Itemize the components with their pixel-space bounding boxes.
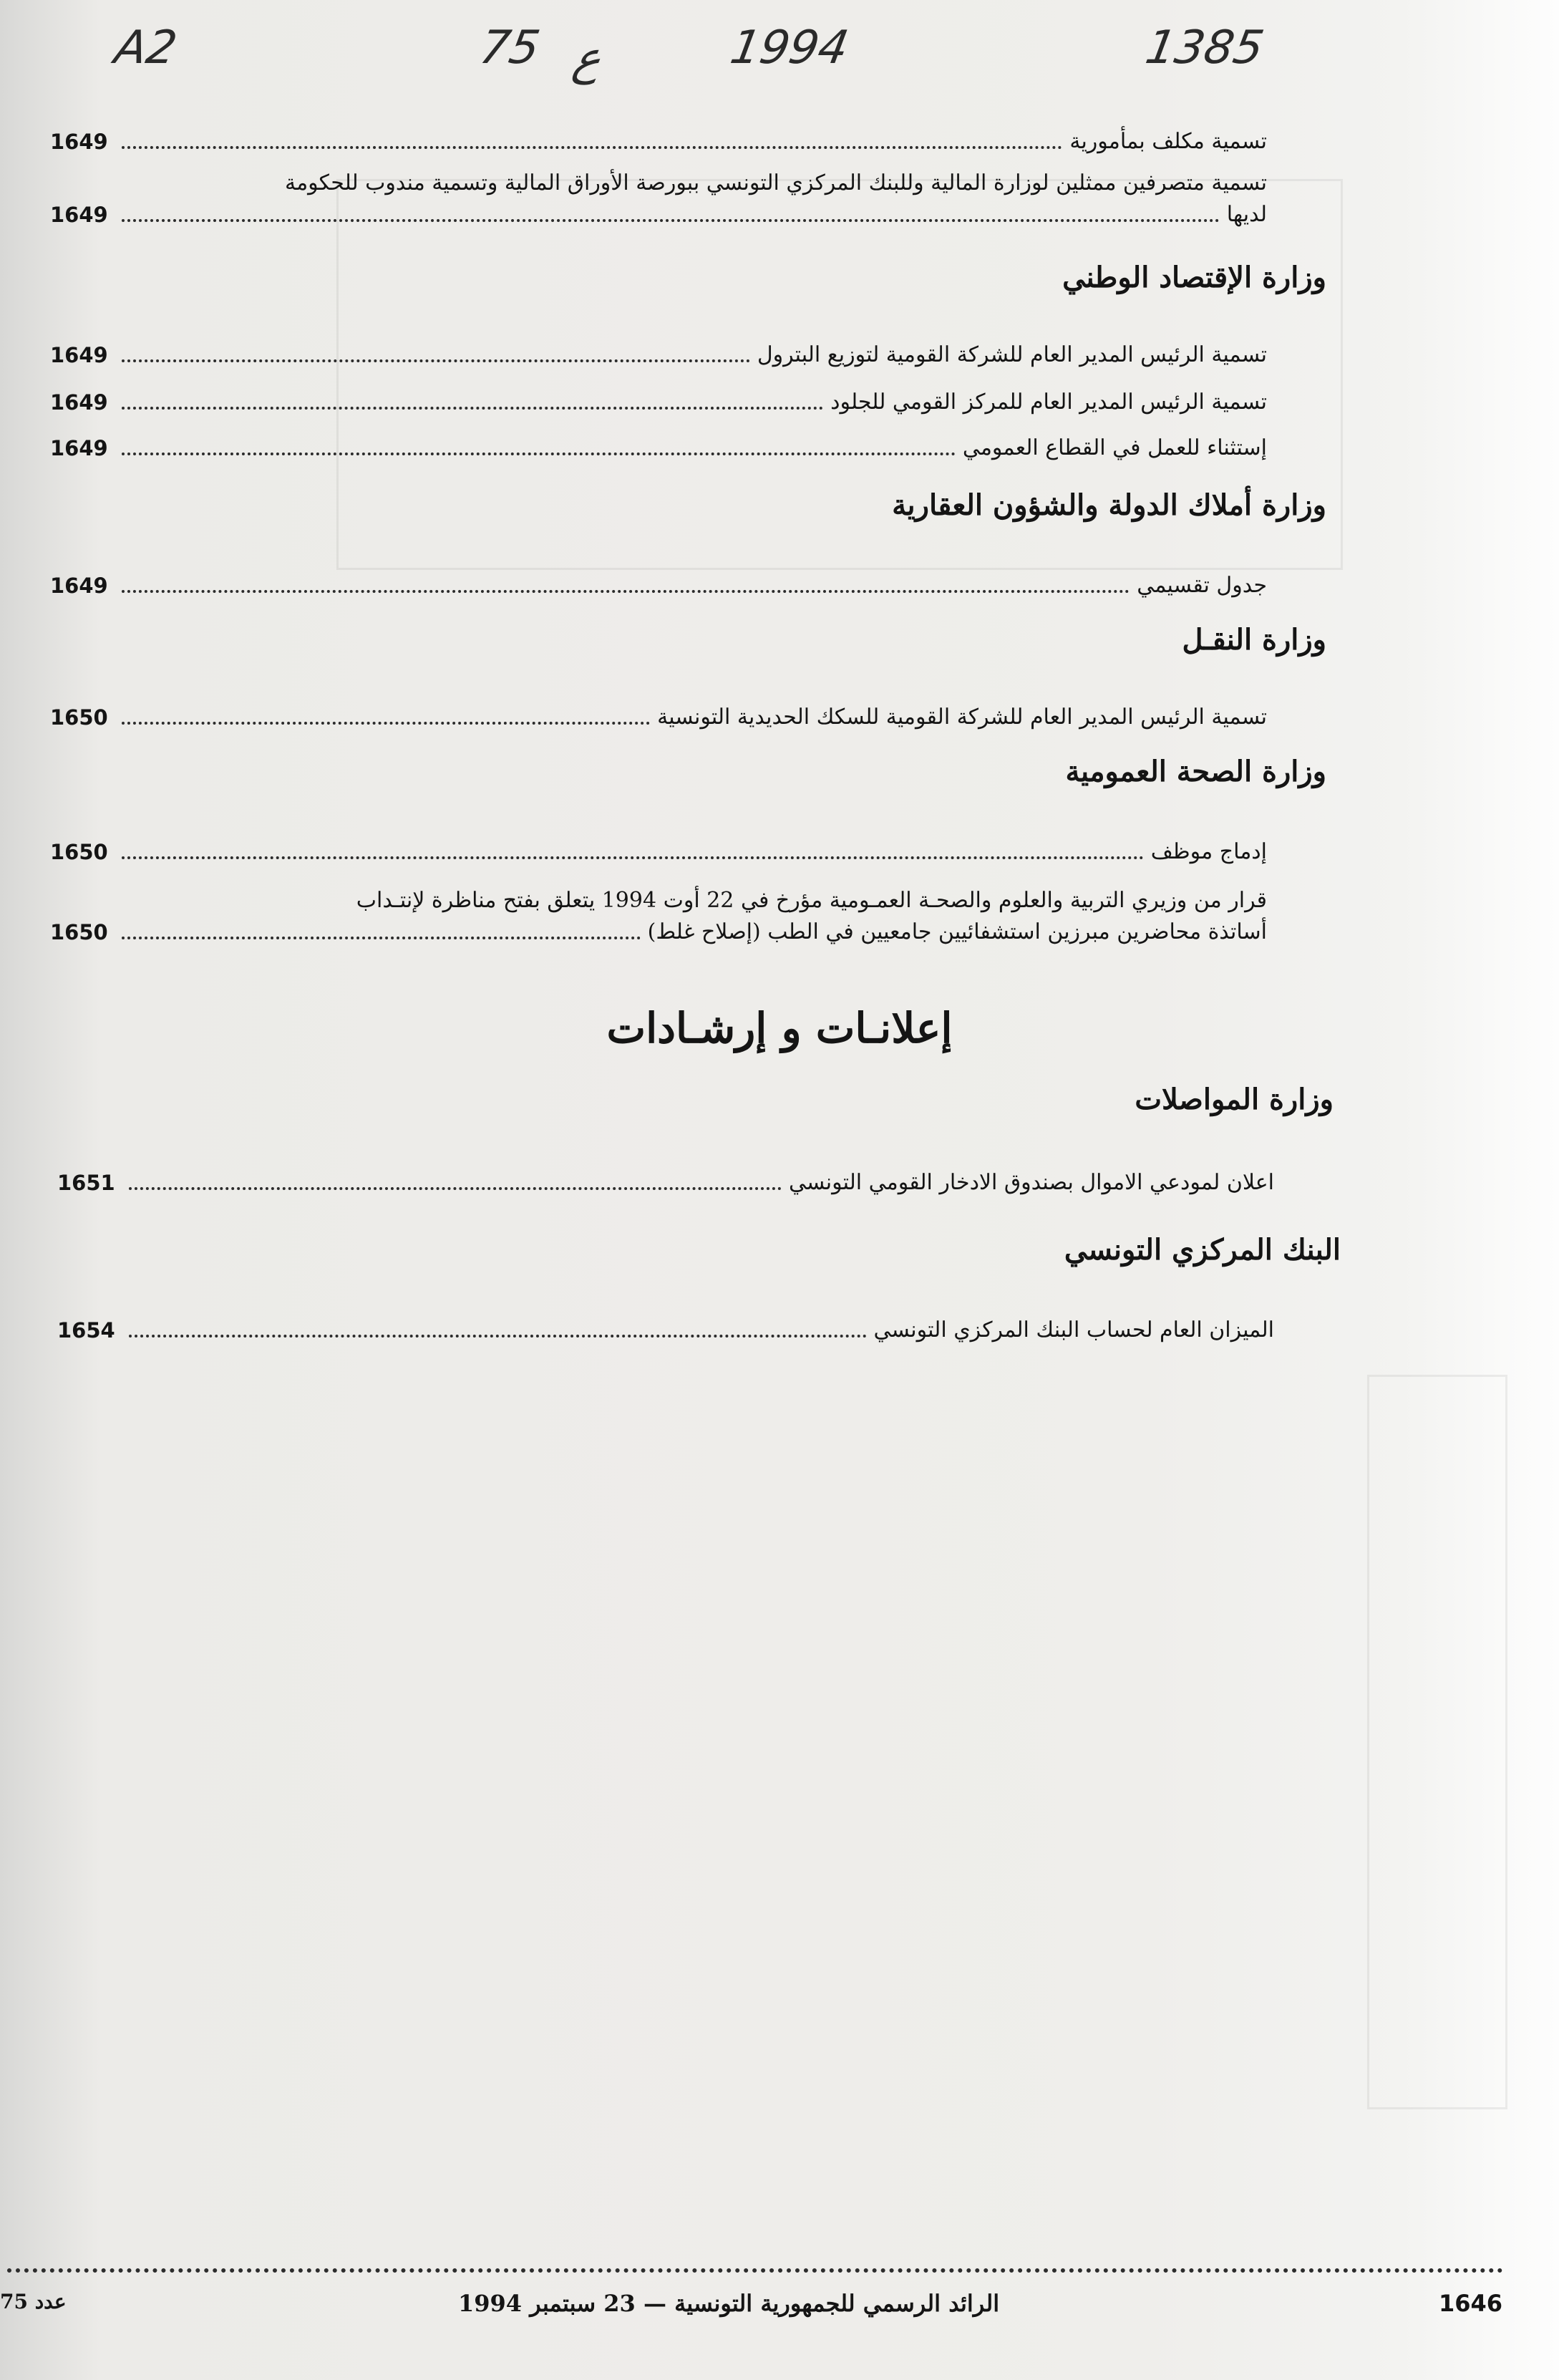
- handwritten-note-a: A2: [110, 21, 181, 74]
- dot-leader: [122, 722, 650, 725]
- entry-page-number: 1649: [50, 390, 108, 415]
- toc-entry: [50, 702, 1267, 733]
- dot-leader: [129, 1187, 782, 1190]
- entry-page-number: 1649: [50, 436, 108, 460]
- toc-entry: [50, 432, 1267, 464]
- entry-title-line1: قرار من وزيري التربية والعلوم والصحـة العمـومية مؤرخ في 22 أوت 1994 يتعلق بفتح مناظرة لإنتـداب: [356, 888, 1267, 913]
- footer-issue: عدد 75: [0, 2290, 67, 2313]
- section-heading: وزارة الصحة العمومية: [1065, 755, 1326, 788]
- entry-title: اعلان لمودعي الاموال بصندوق الادخار القومي التونسي: [788, 1170, 1274, 1195]
- entry-page-number: 1651: [57, 1171, 115, 1195]
- entry-title: تسمية الرئيس المدير العام للمركز القومي للجلود: [830, 390, 1267, 415]
- toc-entry: [50, 570, 1267, 601]
- toc-entry: [57, 1167, 1274, 1199]
- entry-title: تسمية الرئيس المدير العام للشركة القومية لتوزيع البترول: [757, 342, 1267, 367]
- handwritten-note-d: 1994: [726, 21, 853, 74]
- entry-title: تسمية مكلف بمأمورية: [1069, 129, 1267, 154]
- toc-entry: [50, 126, 1267, 158]
- toc-entry: [50, 168, 1267, 231]
- entry-page-number: 1649: [50, 343, 108, 367]
- handwritten-note-e: 1385: [1141, 21, 1268, 74]
- entry-page-number: 1649: [50, 130, 108, 154]
- handwritten-note-c: ع: [568, 32, 606, 85]
- entry-page-number: 1654: [57, 1318, 115, 1343]
- entry-title: إستثناء للعمل في القطاع العمومي: [962, 435, 1267, 460]
- entry-title: جدول تقسيمي: [1137, 573, 1267, 598]
- toc-entry: [50, 836, 1267, 868]
- entry-page-number: 1650: [50, 920, 108, 944]
- section-heading: وزارة النقـل: [1182, 623, 1326, 657]
- dot-leader: [129, 1335, 867, 1337]
- dot-leader: [122, 937, 641, 939]
- toc-entry: [57, 1315, 1274, 1346]
- entry-page-number: 1650: [50, 705, 108, 730]
- section-heading: وزارة أملاك الدولة والشؤون العقارية: [892, 488, 1326, 522]
- section-heading: وزارة الإقتصاد الوطني: [1062, 261, 1326, 294]
- dot-leader: [122, 219, 1220, 222]
- entry-title: الميزان العام لحساب البنك المركزي التونسي: [873, 1317, 1274, 1343]
- section-heading: وزارة المواصلات: [1135, 1083, 1334, 1116]
- footer-rule: [7, 2268, 1503, 2273]
- entry-title: إدماج موظف: [1150, 839, 1267, 864]
- entry-page-number: 1649: [50, 574, 108, 598]
- entry-page-number: 1649: [50, 203, 108, 227]
- entry-title: أساتذة محاضرين مبرزين استشفائيين جامعيين في الطب (إصلاح غلط): [647, 919, 1267, 944]
- footer-title: الرائد الرسمي للجمهورية التونسية — 23 سبتمبر 1994: [458, 2290, 1000, 2317]
- footer-page-number: 1646: [1439, 2290, 1503, 2317]
- toc-entry: [50, 885, 1267, 948]
- dot-leader: [122, 856, 1144, 859]
- dot-leader: [122, 146, 1062, 149]
- entry-page-number: 1650: [50, 840, 108, 864]
- announcements-title: إعلانـات و إرشـادات: [606, 1004, 953, 1053]
- dot-leader: [122, 453, 956, 455]
- dot-leader: [122, 590, 1130, 593]
- section-heading: البنك المركزي التونسي: [1064, 1233, 1341, 1267]
- toc-entry: [50, 387, 1267, 418]
- entry-title: لديها: [1226, 202, 1267, 227]
- dot-leader: [122, 407, 823, 410]
- handwritten-note-b: 75: [475, 21, 544, 74]
- toc-entry: [50, 339, 1267, 371]
- entry-title-line1: تسمية متصرفين ممثلين لوزارة المالية وللبنك المركزي التونسي ببورصة الأوراق المالية وتسمية مندوب للحكومة: [284, 170, 1267, 195]
- dot-leader: [122, 359, 750, 362]
- bleed-through-box: [1367, 1375, 1507, 2109]
- entry-title: تسمية الرئيس المدير العام للشركة القومية للسكك الحديدية التونسية: [657, 705, 1267, 730]
